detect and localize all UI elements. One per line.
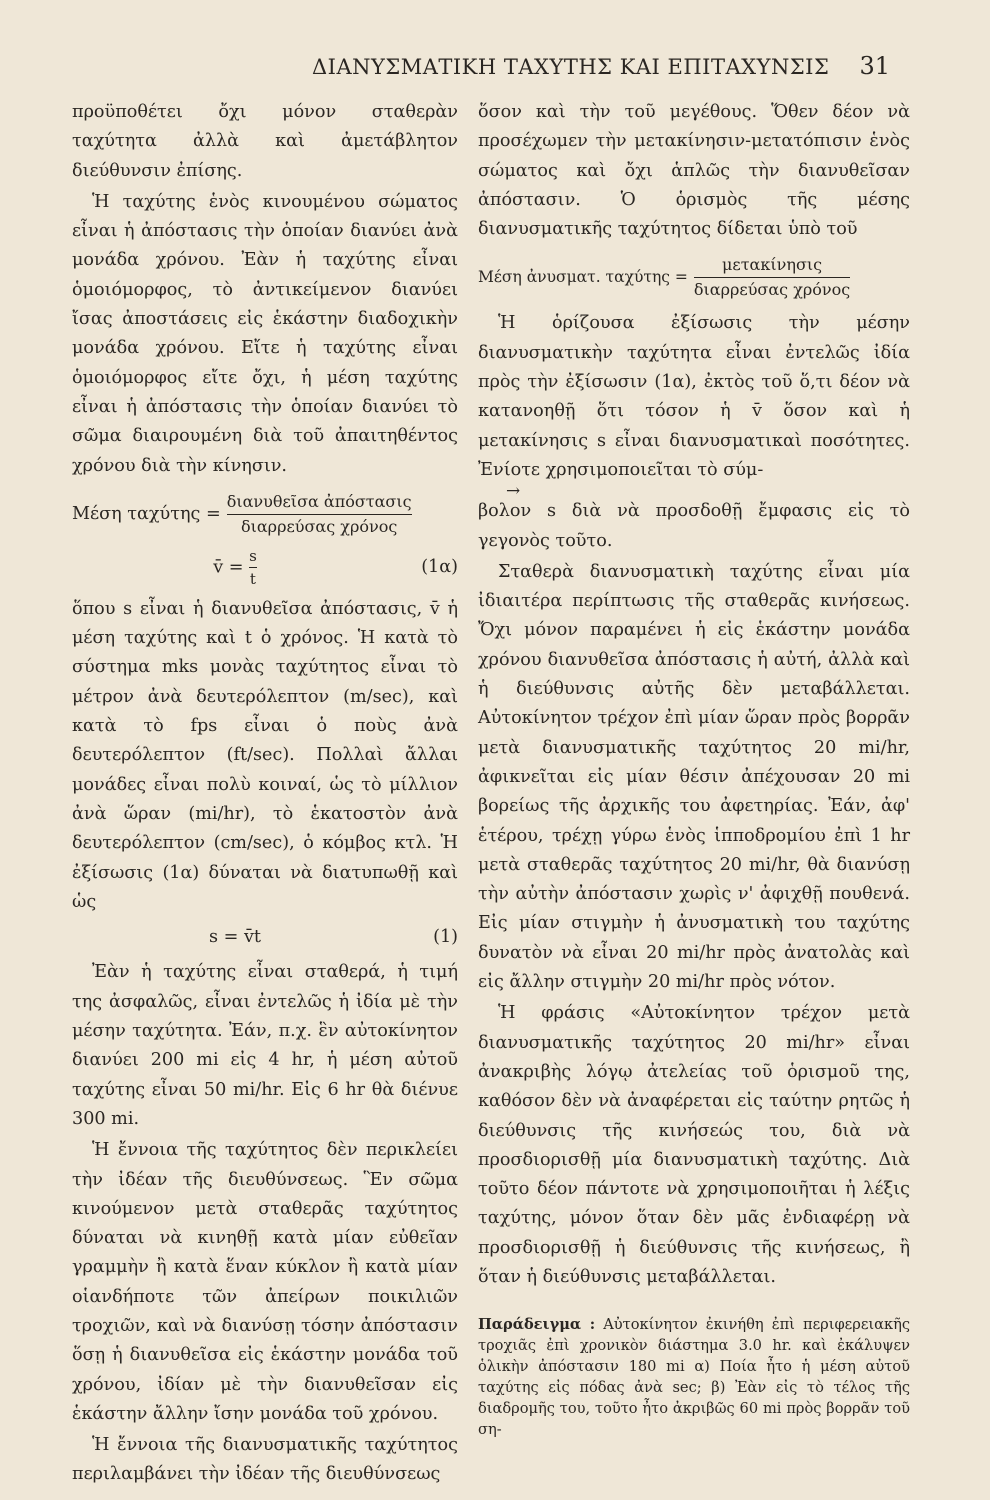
fraction-denominator: διαρρεύσας χρόνος [693, 280, 851, 300]
fraction-numerator: διανυθεῖσα ἀπόστασις [226, 491, 412, 511]
fraction-denominator: διαρρεύσας χρόνος [240, 516, 398, 536]
fraction-bar [694, 277, 850, 278]
example-block [478, 1314, 910, 1440]
fraction-bar [249, 567, 257, 568]
paragraph: βολον s διὰ νὰ προσδοθῇ ἔμφασις εἰς τὸ γεγονὸς τοῦτο. [478, 501, 910, 551]
fraction-numerator: s [249, 546, 257, 565]
equation-number: (1) [433, 927, 458, 948]
paragraph: Ἡ ταχύτης ἑνὸς κινουμένου σώματος εἶναι ἡ ἀπόστασις τὴν ὁποίαν διανύει ἀνὰ μονάδα χρόνου. Ἐὰν ἡ ταχύτης εἶναι ὁμοιόμορφος, τὸ ἀντικείμενον διανύει ἴσας ἀποστάσεις εἰς ἑκάστην διαδοχικὴν μονάδα χρόνου. Εἴτε ἡ ταχύτης εἶναι ὁμοιόμορφος εἴτε ὄχι, ἡ μέση ταχύτης εἶναι ἡ ἀπόστασις τὴν ὁποίαν διανύει τὸ σῶμα διαιρουμένη διὰ τοῦ ἀπαιτηθέντος χρόνου διὰ τὴν κίνησιν. [72, 191, 458, 476]
example-label: Παράδειγμα : [478, 1316, 596, 1334]
example-text: Αὐτοκίνητον ἐκινήθη ἐπὶ περιφερειακῆς τροχιᾶς ἐπὶ χρονικὸν διάστημα 3.0 hr. καὶ ἐκάλυψεν ὁλικὴν ἀπόστασιν 180 mi α) Ποία ἦτο ἡ μέση αὐτοῦ ταχύτης εἰς πόδας ἀνὰ sec; β) Ἐὰν εἰς τὸ τέλος τῆς διαδρομῆς του, τοῦτο ἦτο ἀκριβῶς 60 mi πρὸς βορρᾶν τοῦ ση- [478, 1316, 910, 1439]
equation-1 [72, 923, 458, 952]
fraction-numerator: μετακίνησις [722, 255, 823, 275]
paragraph: προϋποθέτει ὄχι μόνον σταθερὰν ταχύτητα ἀλλὰ καὶ ἀμετάβλητον διεύθυνσιν ἐπίσης. [72, 102, 458, 181]
paragraph: Ἡ ἔννοια τῆς ταχύτητος δὲν περικλείει τὴν ἰδέαν τῆς διευθύνσεως. Ἓν σῶμα κινούμενον μετὰ σταθερᾶς ταχύτητος δύναται νὰ κινηθῇ κατὰ μίαν εὐθεῖαν γραμμὴν ἢ κατὰ ἕναν κύκλον ἢ κατὰ μίαν οἱανδήποτε τῶν ἀπείρων ποικιλιῶν τροχιῶν, καὶ νὰ διανύσῃ τόσην ἀπόστασιν ὅσῃ ἡ διανυθεῖσα εἰς ἑκάστην μονάδα τοῦ χρόνου, ἰδίαν μὲ τὴν διανυθεῖσαν εἰς ἑκάστην ἄλλην ἴσην μονάδα τοῦ χρόνου. [72, 1140, 458, 1424]
fraction [694, 254, 850, 301]
equation-number: (1α) [421, 556, 458, 577]
equation-expression: s = v̄t [209, 927, 261, 948]
paragraph: ὅπου s εἶναι ἡ διανυθεῖσα ἀπόστασις, v̄ ἡ μέση ταχύτης καὶ t ὁ χρόνος. Ἡ κατὰ τὸ σύστημα mks μονὰς ταχύτητος εἶναι τὸ μέτρον ἀνὰ δευτερόλεπτον (m/sec), καὶ κατὰ τὸ fps εἶναι ὁ ποὺς ἀνὰ δευτερόλεπτον (ft/sec). Πολλαὶ ἄλλαι μονάδες εἶναι πολὺ κοιναί, ὡς τὸ μίλλιον ἀνὰ ὥραν (mi/hr), τὸ ἑκατοστὸν ἀνὰ δευτερόλεπτον (cm/sec), ὁ κόμβος κτλ. Ἡ ἐξίσωσις (1α) δύναται νὰ διατυπωθῇ καὶ ὡς [72, 598, 458, 912]
fraction-denominator: t [249, 569, 256, 588]
average-speed-formula [72, 491, 458, 538]
paragraph: ὅσον καὶ τὴν τοῦ μεγέθους. Ὅθεν δέον νὰ προσέχωμεν τὴν μετακίνησιν-μετατόπισιν ἑνὸς σώματος καὶ ὄχι ἁπλῶς τὴν διανυθεῖσαν ἀπόστασιν. Ὁ ὁρισμὸς τῆς μέσης διανυσματικῆς ταχύτητος δίδεται ὑπὸ τοῦ [478, 102, 910, 240]
left-column [72, 98, 458, 1490]
equation-expression [72, 546, 398, 589]
fraction [249, 546, 257, 589]
equation-lhs: v̄ = [213, 557, 244, 578]
average-velocity-formula [478, 254, 910, 301]
formula-lhs: Μέση ἀνυσματ. ταχύτης = [478, 268, 688, 287]
paragraph: Σταθερὰ διανυσματικὴ ταχύτης εἶναι μία ἰδιαιτέρα περίπτωσις τῆς σταθερᾶς κινήσεως. Ὄχι μόνον παραμένει ἡ εἰς ἑκάστην μονάδα χρόνου διανυθεῖσα ἀπόστασις ἡ αὐτή, ἀλλὰ καὶ ἡ διεύθυνσις αὐτῆς δὲν μεταβάλλεται. Αὐτοκίνητον τρέχον ἐπὶ μίαν ὥραν πρὸς βορρᾶν μετὰ διανυσματικῆς ταχύτητος 20 mi/hr, ἀφικνεῖται εἰς μίαν θέσιν ἀπέχουσαν 20 mi βορείως τῆς ἀρχικῆς του ἀφετηρίας. Ἐάν, ἀφ' ἑτέρου, τρέχῃ γύρω ἑνὸς ἱπποδρομίου ἐπὶ 1 hr μετὰ σταθερᾶς ταχύτητος 20 mi/hr, θὰ διανύσῃ τὴν αὐτὴν ἀπόστασιν χωρὶς ν' ἀφιχθῇ πουθενά. Εἰς μίαν στιγμὴν ἡ ἀνυσματικὴ του ταχύτης δυνατὸν νὰ εἶναι 20 mi/hr πρὸς ἀνατολὰς καὶ εἰς ἄλλην στιγμὴν 20 mi/hr πρὸς νότον. [478, 561, 910, 993]
fraction [227, 491, 412, 538]
right-column [478, 98, 910, 1440]
formula-lhs: Μέση ταχύτης = [72, 503, 221, 524]
vector-arrow-icon: → [506, 481, 521, 502]
chapter-title: ΔΙΑΝΥΣΜΑΤΙΚΗ ΤΑΧΥΤΗΣ ΚΑΙ ΕΠΙΤΑΧΥΝΣΙΣ [312, 55, 830, 79]
paragraph: Ἡ ὁρίζουσα ἐξίσωσις τὴν μέσην διανυσματικὴν ταχύτητα εἶναι ἐντελῶς ἰδία πρὸς τὴν ἐξίσωσιν (1α), ἐκτὸς τοῦ ὅ,τι δέον νὰ κατανοηθῇ ὅτι τόσον ἡ v̄ ὅσον καὶ ἡ μετακίνησις s εἶναι διανυσματικαὶ ποσότητες. Ἐνίοτε χρησιμοποιεῖται τὸ σύμ- [478, 313, 910, 480]
page-number: 31 [859, 52, 890, 80]
paragraph: Ἡ ἔννοια τῆς διανυσματικῆς ταχύτητος περιλαμβάνει τὴν ἰδέαν τῆς διευθύνσεως [72, 1435, 458, 1485]
equation-1a [72, 546, 458, 589]
paragraph: Ἡ φράσις «Αὐτοκίνητον τρέχον μετὰ διανυσματικῆς ταχύτητος 20 mi/hr» εἶναι ἀνακριβὴς λόγῳ ἀτελείας τοῦ ὁρισμοῦ της, καθόσον δὲν νὰ ἀναφέρεται εἰς ταύτην ρητῶς ἡ διεύθυνσις τῆς κινήσεώς του, διὰ νὰ προσδιορισθῇ μία διανυσματικὴ ταχύτης. Διὰ τοῦτο δέον πάντοτε νὰ χρησιμοποιῆται ἡ λέξις ταχύτης, μόνον ὅταν δὲν μᾶς ἐνδιαφέρῃ νὰ προσδιορισθῇ ἡ διεύθυνσις τῆς κινήσεως, ἢ ὅταν ἡ διεύθυνσις μεταβάλλεται. [478, 1003, 910, 1287]
paragraph: Ἐὰν ἡ ταχύτης εἶναι σταθερά, ἡ τιμή της ἀσφαλῶς, εἶναι ἐντελῶς ἡ ἰδία μὲ τὴν μέσην ταχύτητα. Ἐάν, π.χ. ἓν αὐτοκίνητον διανύει 200 mi εἰς 4 hr, ἡ μέση αὐτοῦ ταχύτης εἶναι 50 mi/hr. Εἰς 6 hr θὰ διένυε 300 mi. [72, 962, 458, 1129]
fraction-bar [227, 514, 412, 515]
running-header [300, 52, 900, 92]
